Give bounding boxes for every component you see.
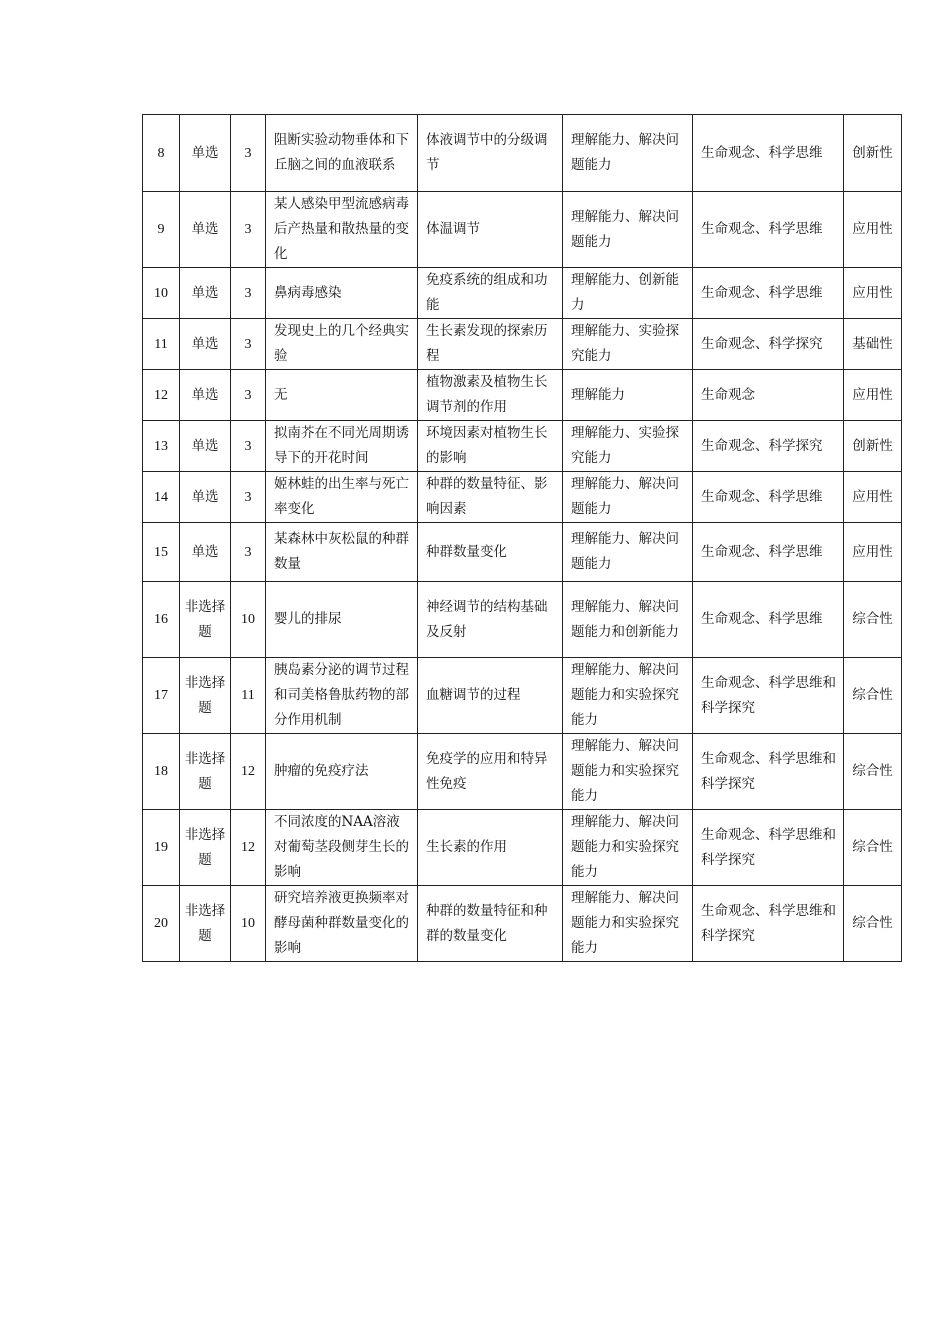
cell-scenario: 研究培养液更换频率对酵母菌种群数量变化的影响 [266,886,418,962]
cell-score: 11 [231,658,266,734]
cell-score: 3 [231,523,266,582]
cell-ability: 理解能力、创新能力 [563,268,693,319]
cell-ability: 理解能力、解决问题能力和实验探究能力 [563,886,693,962]
cell-question-number: 13 [143,421,180,472]
table-row [143,658,902,734]
cell-attribute: 综合性 [844,734,902,810]
cell-ability: 理解能力、实验探究能力 [563,319,693,370]
cell-knowledge-point: 环境因素对植物生长的影响 [418,421,563,472]
table-row [143,582,902,658]
cell-question-number: 14 [143,472,180,523]
cell-attribute: 综合性 [844,886,902,962]
cell-scenario: 拟南芥在不同光周期诱导下的开花时间 [266,421,418,472]
table-body [143,115,902,962]
cell-attribute: 创新性 [844,115,902,192]
cell-question-number: 16 [143,582,180,658]
cell-question-type: 单选 [180,115,231,192]
table-row [143,319,902,370]
cell-question-number: 11 [143,319,180,370]
cell-question-number: 18 [143,734,180,810]
cell-knowledge-point: 体温调节 [418,192,563,268]
cell-scenario: 姬林蛙的出生率与死亡率变化 [266,472,418,523]
cell-attribute: 应用性 [844,370,902,421]
cell-question-number: 8 [143,115,180,192]
table-row [143,886,902,962]
cell-knowledge-point: 血糖调节的过程 [418,658,563,734]
cell-ability: 理解能力、解决问题能力和创新能力 [563,582,693,658]
cell-question-type: 单选 [180,268,231,319]
table-row [143,734,902,810]
cell-knowledge-point: 生长素的作用 [418,810,563,886]
table-row [143,115,902,192]
cell-ability: 理解能力、解决问题能力 [563,192,693,268]
cell-knowledge-point: 种群的数量特征和种群的数量变化 [418,886,563,962]
cell-question-number: 15 [143,523,180,582]
cell-knowledge-point: 种群的数量特征、影响因素 [418,472,563,523]
cell-question-number: 17 [143,658,180,734]
cell-knowledge-point: 神经调节的结构基础及反射 [418,582,563,658]
table-row [143,268,902,319]
cell-ability: 理解能力、解决问题能力 [563,472,693,523]
cell-knowledge-point: 免疫系统的组成和功能 [418,268,563,319]
cell-attribute: 创新性 [844,421,902,472]
cell-core-literacy: 生命观念、科学探究 [693,421,844,472]
cell-core-literacy: 生命观念、科学思维和科学探究 [693,886,844,962]
cell-attribute: 应用性 [844,472,902,523]
cell-scenario: 鼻病毒感染 [266,268,418,319]
cell-question-number: 19 [143,810,180,886]
cell-score: 3 [231,319,266,370]
cell-core-literacy: 生命观念、科学思维 [693,472,844,523]
cell-ability: 理解能力、解决问题能力和实验探究能力 [563,734,693,810]
cell-scenario: 发现史上的几个经典实验 [266,319,418,370]
cell-ability: 理解能力、解决问题能力和实验探究能力 [563,658,693,734]
cell-scenario: 某人感染甲型流感病毒后产热量和散热量的变化 [266,192,418,268]
cell-score: 12 [231,734,266,810]
cell-question-type: 非选择题 [180,810,231,886]
cell-core-literacy: 生命观念、科学思维和科学探究 [693,810,844,886]
cell-core-literacy: 生命观念、科学思维 [693,268,844,319]
table-row [143,810,902,886]
cell-attribute: 综合性 [844,810,902,886]
cell-question-type: 单选 [180,421,231,472]
cell-score: 10 [231,886,266,962]
table-row [143,523,902,582]
cell-attribute: 基础性 [844,319,902,370]
cell-knowledge-point: 植物激素及植物生长调节剂的作用 [418,370,563,421]
cell-attribute: 应用性 [844,523,902,582]
cell-core-literacy: 生命观念、科学思维和科学探究 [693,658,844,734]
cell-ability: 理解能力、解决问题能力 [563,115,693,192]
cell-score: 3 [231,472,266,523]
cell-attribute: 综合性 [844,582,902,658]
cell-attribute: 综合性 [844,658,902,734]
table-row [143,421,902,472]
cell-core-literacy: 生命观念、科学思维 [693,523,844,582]
cell-question-type: 非选择题 [180,582,231,658]
cell-question-type: 单选 [180,523,231,582]
cell-question-number: 12 [143,370,180,421]
cell-score: 10 [231,582,266,658]
cell-core-literacy: 生命观念、科学思维 [693,115,844,192]
cell-question-type: 单选 [180,472,231,523]
cell-scenario: 某森林中灰松鼠的种群数量 [266,523,418,582]
cell-score: 3 [231,192,266,268]
cell-scenario: 肿瘤的免疫疗法 [266,734,418,810]
cell-attribute: 应用性 [844,268,902,319]
cell-scenario: 阻断实验动物垂体和下丘脑之间的血液联系 [266,115,418,192]
cell-knowledge-point: 种群数量变化 [418,523,563,582]
cell-ability: 理解能力 [563,370,693,421]
cell-score: 3 [231,115,266,192]
cell-question-type: 非选择题 [180,734,231,810]
cell-scenario: 胰岛素分泌的调节过程和司美格鲁肽药物的部分作用机制 [266,658,418,734]
cell-core-literacy: 生命观念、科学探究 [693,319,844,370]
cell-question-type: 单选 [180,370,231,421]
cell-score: 3 [231,421,266,472]
cell-question-type: 单选 [180,192,231,268]
cell-question-type: 非选择题 [180,658,231,734]
cell-scenario: 无 [266,370,418,421]
cell-question-type: 单选 [180,319,231,370]
table-row [143,192,902,268]
cell-ability: 理解能力、实验探究能力 [563,421,693,472]
cell-scenario: 婴儿的排尿 [266,582,418,658]
cell-score: 3 [231,268,266,319]
cell-attribute: 应用性 [844,192,902,268]
cell-knowledge-point: 体液调节中的分级调节 [418,115,563,192]
cell-knowledge-point: 生长素发现的探索历程 [418,319,563,370]
cell-scenario: 不同浓度的NAA溶液对葡萄茎段侧芽生长的影响 [266,810,418,886]
cell-core-literacy: 生命观念 [693,370,844,421]
cell-core-literacy: 生命观念、科学思维 [693,582,844,658]
cell-core-literacy: 生命观念、科学思维 [693,192,844,268]
table-row [143,370,902,421]
table-row [143,472,902,523]
question-analysis-table [142,114,902,962]
cell-question-type: 非选择题 [180,886,231,962]
cell-core-literacy: 生命观念、科学思维和科学探究 [693,734,844,810]
cell-question-number: 10 [143,268,180,319]
cell-ability: 理解能力、解决问题能力 [563,523,693,582]
cell-question-number: 20 [143,886,180,962]
cell-question-number: 9 [143,192,180,268]
cell-score: 12 [231,810,266,886]
cell-ability: 理解能力、解决问题能力和实验探究能力 [563,810,693,886]
cell-knowledge-point: 免疫学的应用和特异性免疫 [418,734,563,810]
cell-score: 3 [231,370,266,421]
